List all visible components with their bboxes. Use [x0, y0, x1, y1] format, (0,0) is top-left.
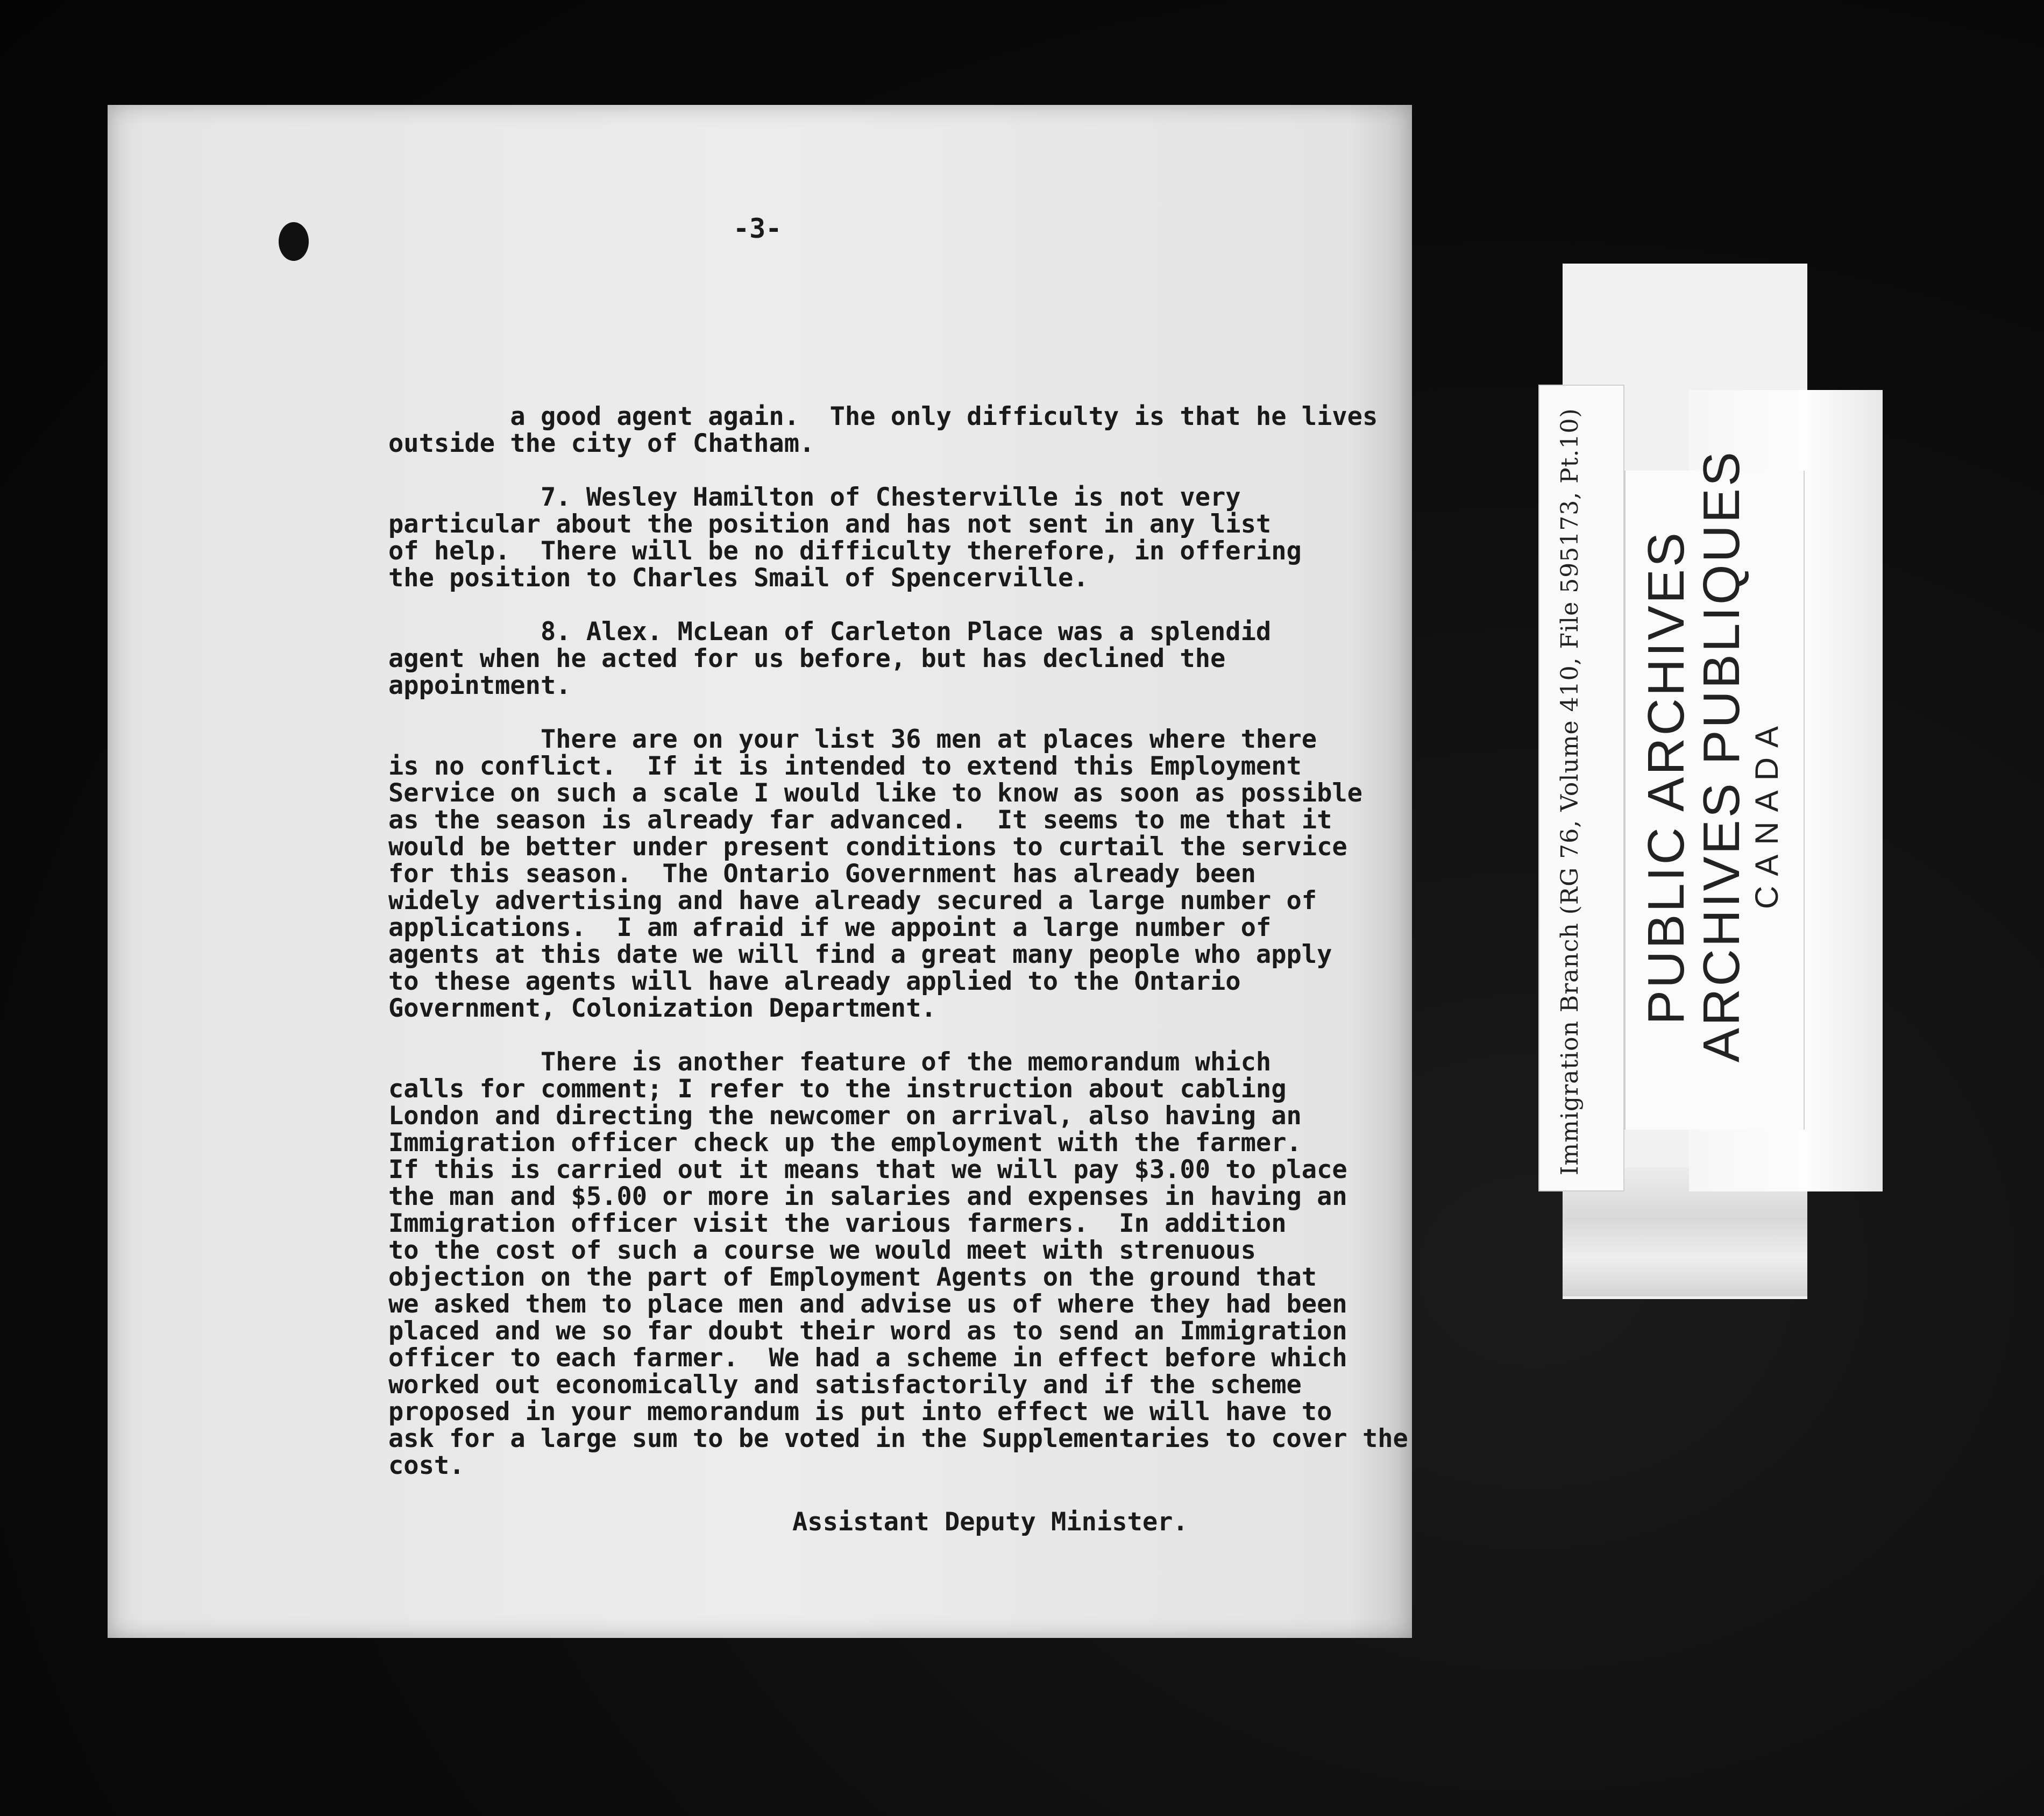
text-line: 7. Wesley Hamilton of Chesterville is not very: [388, 483, 1241, 512]
text-line: would be better under present conditions to curtail the service: [388, 832, 1347, 862]
paragraph-memorandum: [388, 1049, 1408, 1479]
text-line: If this is carried out it means that we will pay $3.00 to place: [388, 1155, 1347, 1184]
text-line: agent when he acted for us before, but has declined the: [388, 644, 1226, 673]
punch-hole: [279, 222, 309, 261]
paragraph-continuation: [388, 377, 1408, 457]
paragraph-item-8: [388, 619, 1408, 699]
text-line: the position to Charles Smail of Spencerville.: [388, 563, 1089, 593]
text-line: a good agent again. The only difficulty is that he lives: [510, 402, 1378, 431]
text-line: of help. There will be no difficulty therefore, in offering: [388, 536, 1302, 566]
text-line: to the cost of such a course we would meet with strenuous: [388, 1236, 1256, 1265]
text-line: widely advertising and have already secured a large number of: [388, 886, 1317, 916]
text-line: outside the city of Chatham.: [388, 429, 815, 458]
signature-title: Assistant Deputy Minister.: [792, 1507, 1188, 1537]
text-line: cost.: [388, 1451, 465, 1480]
text-line: applications. I am afraid if we appoint a large number of: [388, 913, 1272, 942]
text-line: objection on the part of Employment Agents on the ground that: [388, 1262, 1317, 1292]
text-line: as the season is already far advanced. It seems to me that it: [388, 805, 1332, 835]
archive-reference-text: Immigration Branch (RG 76, Volume 410, File 595173, Pt.10): [1556, 408, 1584, 1175]
text-line: calls for comment; I refer to the instruction about cabling: [388, 1074, 1287, 1104]
text-line: the man and $5.00 or more in salaries and expenses in having an: [388, 1182, 1347, 1211]
text-line: placed and we so far doubt their word as to send an Immigration: [388, 1316, 1347, 1346]
text-line: Government, Colonization Department.: [388, 994, 936, 1023]
text-line: Immigration officer visit the various farmers. In addition: [388, 1209, 1287, 1238]
archives-publiques-heading: ARCHIVES PUBLIQUES: [1693, 450, 1750, 1062]
public-archives-heading: PUBLIC ARCHIVES: [1637, 530, 1695, 1025]
text-line: proposed in your memorandum is put into effect we will have to: [388, 1397, 1332, 1427]
text-line: is no conflict. If it is intended to extend this Employment: [388, 751, 1302, 781]
canada-heading: CANADA: [1749, 716, 1785, 909]
text-line: worked out economically and satisfactorily and if the scheme: [388, 1370, 1302, 1400]
text-line: particular about the position and has not sent in any list: [388, 509, 1272, 539]
text-line: for this season. The Ontario Government has already been: [388, 859, 1256, 889]
paragraph-list-of-men: [388, 726, 1408, 1022]
text-line: There are on your list 36 men at places where there: [388, 725, 1317, 754]
text-line: we asked them to place men and advise us of where they had been: [388, 1289, 1347, 1319]
text-line: appointment.: [388, 671, 571, 700]
page-number: -3-: [733, 213, 782, 244]
text-line: There is another feature of the memorandum which: [388, 1047, 1272, 1077]
letter-body: [388, 323, 1408, 1533]
text-line: London and directing the newcomer on arrival, also having an: [388, 1101, 1302, 1131]
text-line: 8. Alex. McLean of Carleton Place was a splendid: [388, 617, 1272, 647]
text-line: Immigration officer check up the employment with the farmer.: [388, 1128, 1302, 1158]
text-line: ask for a large sum to be voted in the Supplementaries to cover the: [388, 1424, 1408, 1453]
text-line: to these agents will have already applied to the Ontario: [388, 967, 1241, 996]
text-line: Service on such a scale I would like to know as soon as possible: [388, 778, 1362, 808]
paragraph-item-7: [388, 484, 1408, 592]
text-line: agents at this date we will find a great many people who apply: [388, 940, 1332, 969]
typed-letter-page: [108, 105, 1412, 1638]
text-line: officer to each farmer. We had a scheme in effect before which: [388, 1343, 1347, 1373]
